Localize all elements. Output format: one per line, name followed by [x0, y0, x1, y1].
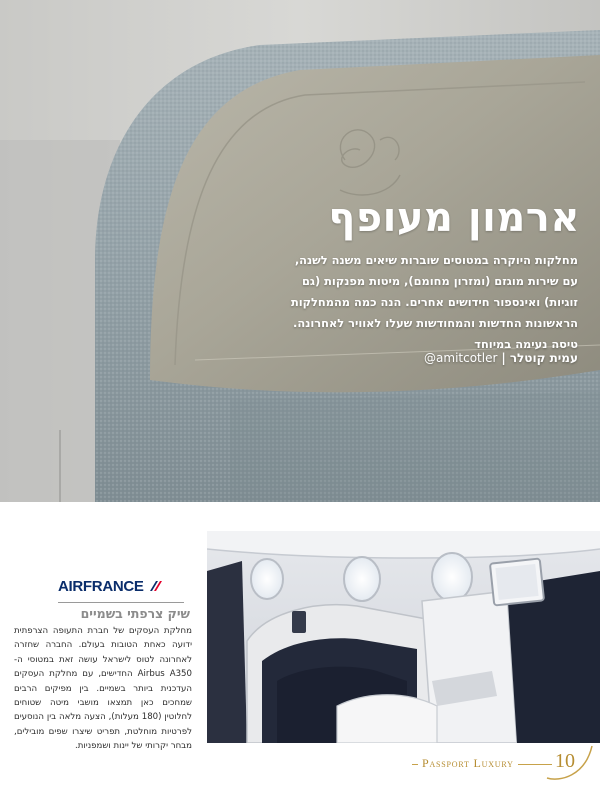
airfrance-stripes-icon [146, 580, 162, 592]
author-name: עמית קוטלר [509, 351, 578, 365]
section-divider [58, 602, 184, 603]
author-handle[interactable]: @amitcotler [424, 351, 498, 365]
airfrance-logo-text: AIRFRANCE [58, 577, 144, 595]
page-number: 10 [555, 750, 575, 772]
article-intro: מחלקות היוקרה במטוסים שוברות שיאים משנה לשנה, עם שירות מוגזם (ומזרון מחומם), מיטות מפנקות (גם זוגיות) ואינספור חידושים אחרים. הנה כמה מהמחלקות הראשונות החדשות והמחודשות שעלו לאוויר לאחרונה. טיסה נעימה במיוחד [290, 253, 578, 351]
byline-separator: | [501, 351, 506, 365]
article-headline: ארמון מעופף [328, 195, 580, 241]
footer-brand: Passport Luxury [418, 756, 518, 771]
cabin-photo [207, 531, 600, 743]
article-byline [424, 351, 578, 365]
airfrance-logo [58, 575, 178, 597]
section-body: מחלקת העסקים של חברת התעופה הצרפתית ידועה כאחת הטובות בעולם. החברה שחזרה לאחרונה לטוס לישראל עושה זאת במטוסי ה-Airbus A350 החדישים, עם מחלקת העסקים העדכנית ביותר בשמיים. בין מפיקים הרבים שמחכים כאן תמצאו מושבי מיטה שטוחים לחלוטין (180 מעלות), הצעה מלאה בין הנוסעים לפרטיות מוחלטת, תפריט שיצרו שפים מובילים, מבחר יקרותי של יינות ושמפניות. [14, 626, 192, 752]
section-title: שיק צרפתי בשמיים [80, 606, 190, 621]
business-class-cabin-illustration [207, 531, 600, 743]
